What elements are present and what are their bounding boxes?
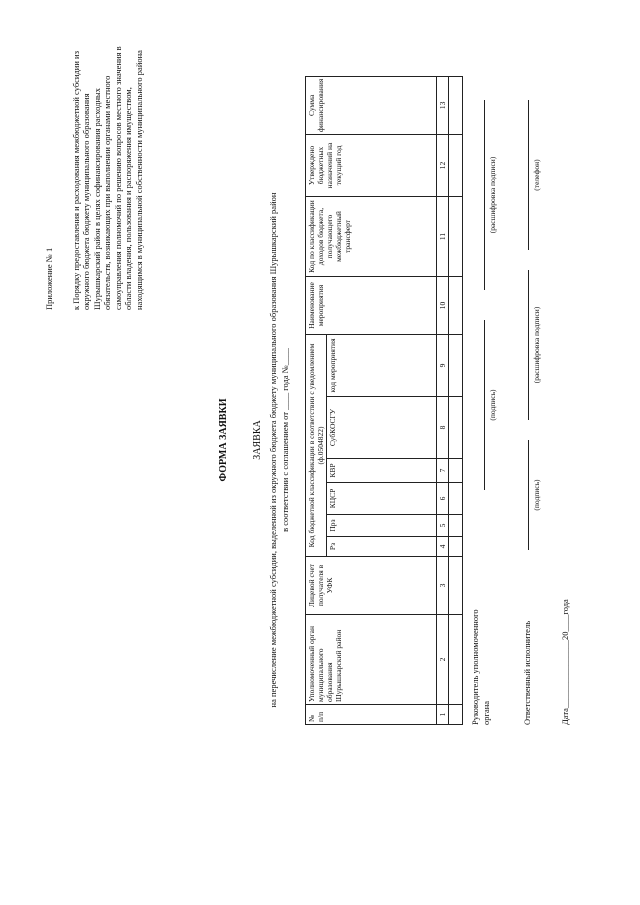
request-heading: ЗАЯВКА <box>252 420 263 460</box>
column-number: 8 <box>437 397 449 459</box>
header-event-code: код мероприятия <box>327 335 437 397</box>
column-number: 4 <box>437 537 449 557</box>
appendix-text: к Порядку предоставления и расходования межбюджетной субсидии из окружного бюджета бюджету муниципального образования Шурышкарский район в целях софинансирования расходных обязательств, возникающих при выполнении органами местного самоуправления полномочий по решению вопросов местного значения в области владения, пользования и распоряжения имуществом, находящимся в муниципальной собственности муниципального района <box>70 46 144 310</box>
request-table <box>305 76 463 725</box>
head-decoding-caption: (расшифровка подписи) <box>488 156 497 234</box>
table-cell <box>449 76 463 134</box>
executor-phone-caption: (телефон) <box>532 159 541 191</box>
column-number: 3 <box>437 557 449 615</box>
table-cell <box>449 277 463 335</box>
executor-signature-line <box>528 440 529 550</box>
executor-decoding-line <box>528 270 529 420</box>
executor-phone-line <box>528 100 529 250</box>
header-income-code: Код по классификации доходов бюджета, получающего межбюджетный трансферт <box>306 197 437 277</box>
appendix-block <box>44 40 144 310</box>
header-amount: Сумма финансирования <box>306 76 437 134</box>
header-kcsr: КЦСР <box>327 483 437 515</box>
table-cell <box>449 335 463 397</box>
table-cell <box>449 537 463 557</box>
table-cell <box>449 483 463 515</box>
agreement-reference: в соответствии с соглашением от ____ года №____ <box>280 348 290 532</box>
header-no: № п/п <box>306 705 437 725</box>
header-prz: Прз <box>327 515 437 537</box>
head-signature-caption: (подпись) <box>488 389 497 421</box>
date-line: Дата________________20____года <box>560 599 570 725</box>
column-number: 5 <box>437 515 449 537</box>
header-approved: Утверждено бюджетных назначений на текущий год <box>306 135 437 197</box>
head-signature-line <box>484 320 485 490</box>
table-cell <box>449 705 463 725</box>
column-number: 10 <box>437 277 449 335</box>
table-cell <box>449 459 463 483</box>
header-event-name: Наименование мероприятия <box>306 277 437 335</box>
table-cell <box>449 197 463 277</box>
header-kvr: КВР <box>327 459 437 483</box>
header-account: Лицевой счет получателя в УФК <box>306 557 437 615</box>
executor-decoding-caption: (расшифровка подписи) <box>532 306 541 384</box>
header-organ: Уполномоченный орган муниципального образования Шурышкарский район <box>306 615 437 705</box>
form-title: ФОРМА ЗАЯВКИ <box>218 398 229 482</box>
column-number: 11 <box>437 197 449 277</box>
column-number: 7 <box>437 459 449 483</box>
column-number: 2 <box>437 615 449 705</box>
column-number: 1 <box>437 705 449 725</box>
table-cell <box>449 397 463 459</box>
request-purpose: на перечисление межбюджетной субсидии, выделенной из окружного бюджета бюджету муниципального образования Шурышкарский район <box>268 192 278 708</box>
table-cell <box>449 615 463 705</box>
table-cell <box>449 557 463 615</box>
table-cell <box>449 515 463 537</box>
column-number: 12 <box>437 135 449 197</box>
header-kbk: Код бюджетной классификации в соответствии с уведомлением (ф.0504822) <box>306 335 327 557</box>
column-number: 13 <box>437 76 449 134</box>
column-number-row <box>437 76 449 724</box>
executor-signature-caption: (подпись) <box>532 479 541 511</box>
column-number: 9 <box>437 335 449 397</box>
head-label: Руководитель уполномоченного органа <box>470 609 491 725</box>
head-decoding-line <box>484 100 485 290</box>
executor-label: Ответственный исполнитель <box>522 620 532 725</box>
header-subkosgu: СубКОСГУ <box>327 397 437 459</box>
table-cell <box>449 135 463 197</box>
header-rz: Рз <box>327 537 437 557</box>
appendix-title: Приложение № 1 <box>44 247 54 310</box>
column-number: 6 <box>437 483 449 515</box>
empty-data-row <box>449 76 463 724</box>
